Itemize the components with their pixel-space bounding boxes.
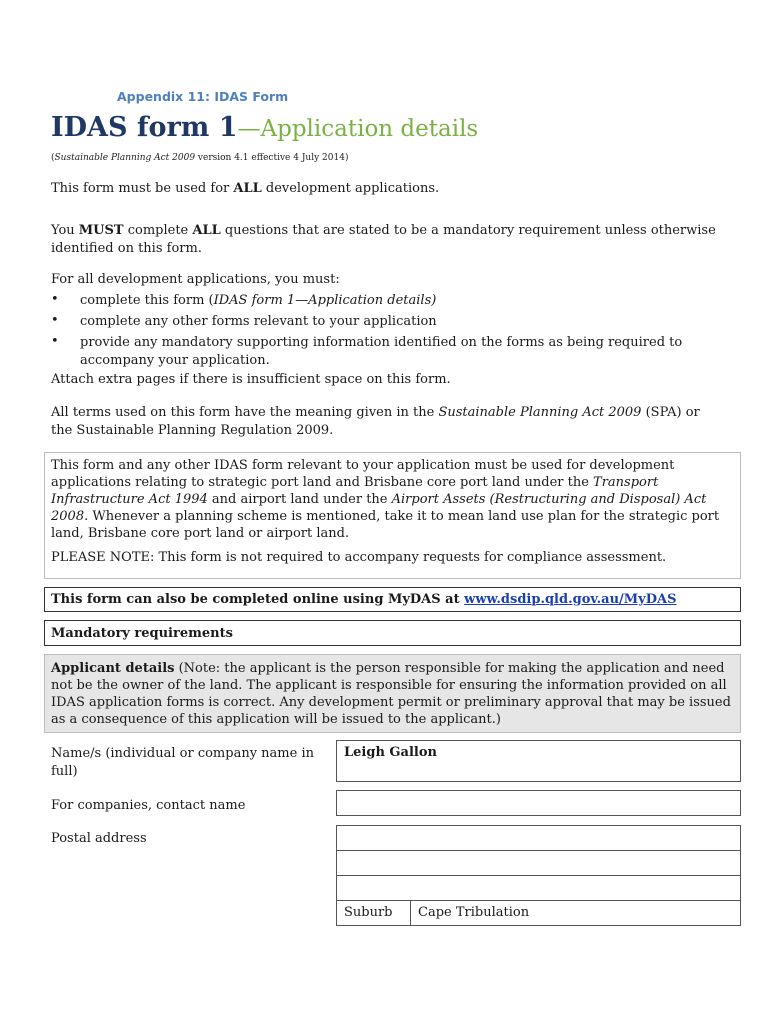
para1-text-end: development applications.: [261, 181, 440, 196]
para1-bold: ALL: [233, 181, 262, 196]
mandatory-requirements-heading: Mandatory requirements: [44, 620, 741, 646]
note-text: This form and any other IDAS form relevant to your application must be used for development applications relating to strategic port land and Brisbane core port land under the: [51, 458, 675, 490]
terms-end: (SPA) or the Sustainable Planning Regulation 2009.: [51, 405, 700, 438]
postal-address-line-3[interactable]: [336, 875, 741, 901]
bullet-item-1: [80, 292, 720, 310]
port-land-note: [51, 457, 734, 542]
applicant-details-box: [44, 654, 741, 733]
online-notice-text: This form can also be completed online using MyDAS at: [51, 592, 465, 607]
bullet1-italic: IDAS form 1—Application details): [213, 293, 437, 308]
para2-must: MUST: [78, 223, 124, 238]
note-act-airport: Airport Assets (Restructuring and Disposal) Act 2008: [51, 492, 707, 524]
para2-end: questions that are stated to be a mandatory requirement unless otherwise identified on this form.: [51, 223, 716, 256]
note-text-end: . Whenever a planning scheme is mentioned, take it to mean land use plan for the strategic port land, Brisbane core port land or airport land.: [51, 509, 720, 541]
port-land-note-box: [44, 452, 741, 579]
form-version: [51, 153, 348, 163]
appendix-heading: Appendix 11: IDAS Form: [117, 89, 289, 104]
version-open: (: [51, 153, 55, 163]
attach-note: Attach extra pages if there is insufficient space on this form.: [51, 372, 451, 387]
terms-text: All terms used on this form have the meaning given in the: [51, 405, 439, 420]
version-rest: version 4.1 effective 4 July 2014): [195, 153, 349, 163]
bullet-dot: •: [51, 313, 59, 328]
intro-paragraph-1: [51, 180, 731, 198]
title-main: IDAS form 1: [51, 112, 238, 143]
bullet-dot: •: [51, 292, 59, 307]
bullet-item-3: provide any mandatory supporting information identified on the forms as being required to accompany your application.: [80, 335, 683, 368]
para1-text: This form must be used for: [51, 181, 234, 196]
para2-all: ALL: [192, 223, 221, 238]
para2-mid: complete: [123, 223, 193, 238]
note-act-transport: Transport Infrastructure Act 1994: [51, 475, 659, 507]
terms-paragraph: [51, 404, 723, 439]
applicant-note: (Note: the applicant is the person responsible for making the application and need not be the owner of the land. The applicant is responsible for ensuring the information provided on all IDAS application forms is correct. Any development permit or preliminary approval that may be issued as a consequence of this application will be issued to the applicant.): [51, 661, 731, 727]
version-act: Sustainable Planning Act 2009: [54, 153, 196, 163]
applicant-heading: Applicant details: [51, 661, 175, 676]
note-text-mid: and airport land under the: [207, 492, 392, 507]
online-notice-box: [44, 587, 741, 612]
contact-name-field[interactable]: [336, 790, 741, 816]
page-title: [51, 112, 478, 143]
mydas-link[interactable]: www.dsdip.qld.gov.au/MyDAS: [464, 592, 677, 607]
intro-paragraph-2: [51, 222, 731, 257]
requirements-intro: For all development applications, you must:: [51, 272, 340, 287]
postal-address-label: Postal address: [51, 831, 147, 846]
bullet1-text: complete this form (: [80, 293, 214, 308]
please-note: PLEASE NOTE: This form is not required to accompany requests for compliance assessment.: [51, 550, 667, 565]
bullet-dot: •: [51, 334, 59, 349]
title-sub: —Application details: [237, 116, 479, 142]
terms-act: Sustainable Planning Act 2009: [438, 405, 642, 420]
para2-text: You: [51, 223, 79, 238]
bullet-item-2: complete any other forms relevant to your application: [80, 314, 437, 329]
name-label: Name/s (individual or company name in full): [51, 746, 314, 779]
suburb-label: Suburb: [336, 900, 411, 926]
contact-name-label: For companies, contact name: [51, 798, 246, 813]
postal-address-line-2[interactable]: [336, 850, 741, 876]
suburb-field[interactable]: Cape Tribulation: [410, 900, 741, 926]
name-field[interactable]: Leigh Gallon: [336, 740, 741, 782]
postal-address-line-1[interactable]: [336, 825, 741, 851]
